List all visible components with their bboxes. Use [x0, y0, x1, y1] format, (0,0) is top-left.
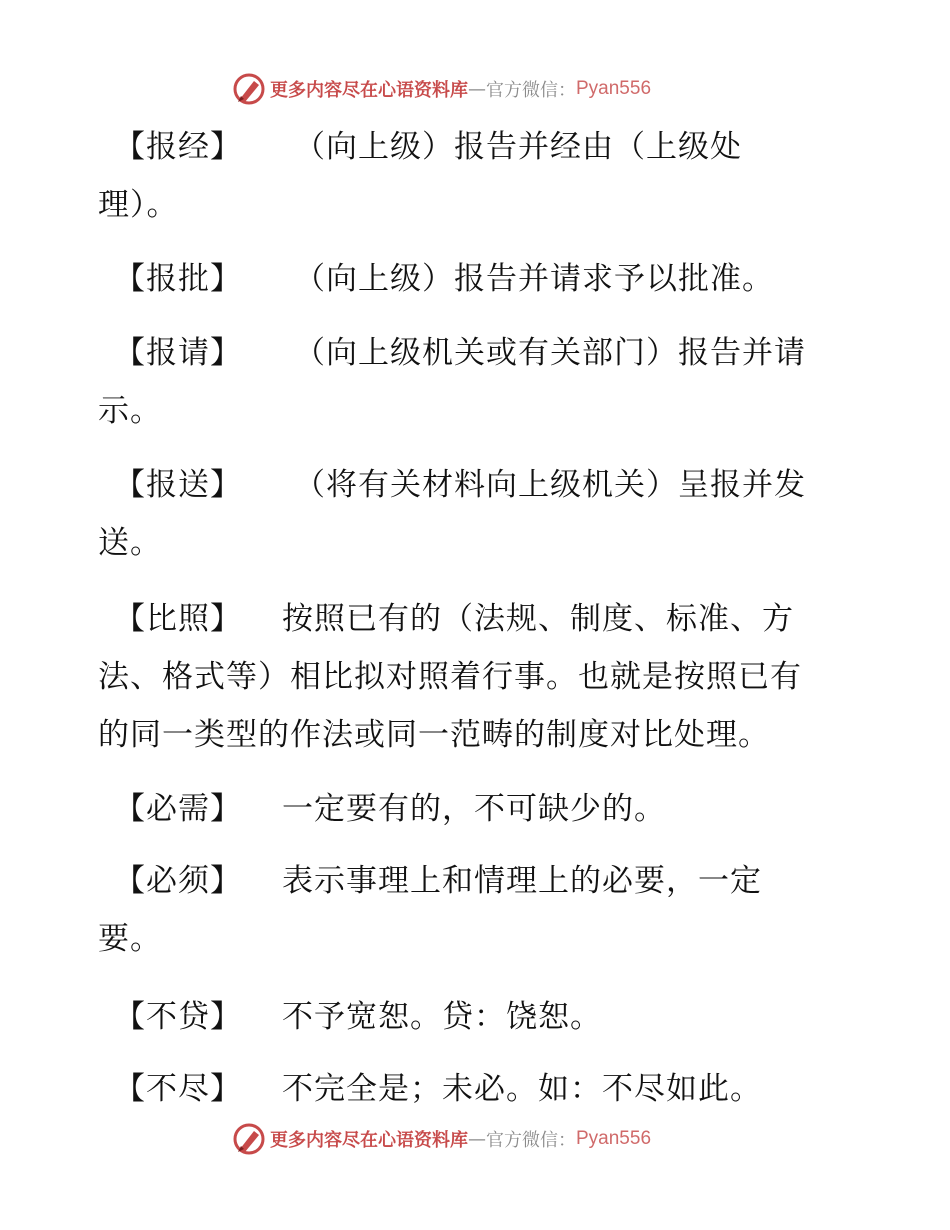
- entry-term: 【报送】: [114, 467, 242, 503]
- entry-line: [98, 324, 858, 382]
- entry-line: [98, 456, 858, 514]
- entry-definition: 表示事理上和情理上的必要，一定: [282, 863, 762, 899]
- entry-line: [98, 382, 858, 440]
- entry-term: 【报经】: [114, 129, 242, 165]
- entry-definition: （向上级）报告并请求予以批准。: [294, 261, 774, 297]
- entry-line: [98, 648, 858, 706]
- entry-baoqing: [98, 324, 858, 440]
- banner-wechat-id: Pyan556: [576, 1128, 652, 1149]
- banner-wechat-label: 官方微信：: [486, 1130, 576, 1151]
- entry-baosong: [98, 456, 858, 572]
- header-banner: [232, 72, 752, 106]
- entry-definition: 法、格式等）相比拟对照着行事。也就是按照已有: [98, 659, 802, 695]
- banner-wechat-label: 官方微信：: [486, 80, 576, 101]
- entry-term: 【必需】: [114, 791, 242, 827]
- entry-definition: 的同一类型的作法或同一范畴的制度对比处理。: [98, 717, 770, 753]
- entry-term: 【必须】: [114, 863, 242, 899]
- pen-logo-icon: [232, 72, 266, 106]
- entry-definition: 不完全是；未必。如：不尽如此。: [282, 1071, 762, 1107]
- entry-budai: [98, 988, 858, 1046]
- entry-line: [98, 118, 858, 176]
- entry-definition: 不予宽恕。贷：饶恕。: [282, 999, 602, 1035]
- entry-term: 【报请】: [114, 335, 242, 371]
- entry-term: 【不贷】: [114, 999, 242, 1035]
- entry-definition: （将有关材料向上级机关）呈报并发: [294, 467, 806, 503]
- footer-banner: [232, 1122, 752, 1156]
- entry-line: [98, 706, 858, 764]
- banner-dash: —: [468, 78, 486, 100]
- entry-definition: 一定要有的，不可缺少的。: [282, 791, 666, 827]
- entry-baojing: [98, 118, 858, 234]
- entry-bizhao: [98, 590, 858, 764]
- entry-definition: 要。: [98, 921, 162, 957]
- entry-line: [98, 780, 858, 838]
- entry-definition: 理）。: [98, 187, 179, 223]
- banner-brand-text: 更多内容尽在心语资料库: [270, 80, 468, 101]
- entry-line: [98, 250, 858, 308]
- entry-term: 【不尽】: [114, 1071, 242, 1107]
- pen-logo-icon: [232, 1122, 266, 1156]
- entry-definition: （向上级）报告并经由（上级处: [294, 129, 742, 165]
- entry-line: [98, 1060, 858, 1118]
- entry-line: [98, 988, 858, 1046]
- entry-bixu-need: [98, 780, 858, 838]
- entry-definition: 送。: [98, 525, 162, 561]
- entry-line: [98, 910, 858, 968]
- banner-wechat-id: Pyan556: [576, 78, 652, 99]
- entry-term: 【比照】: [114, 601, 242, 637]
- entry-line: [98, 176, 858, 234]
- entry-line: [98, 514, 858, 572]
- banner-brand-text: 更多内容尽在心语资料库: [270, 1130, 468, 1151]
- entry-definition: 示。: [98, 393, 162, 429]
- entry-line: [98, 852, 858, 910]
- entry-definition: 按照已有的（法规、制度、标准、方: [282, 601, 794, 637]
- entry-line: [98, 590, 858, 648]
- entry-bujin: [98, 1060, 858, 1118]
- entry-baopi: [98, 250, 858, 308]
- entry-bixu-must: [98, 852, 858, 968]
- entry-definition: （向上级机关或有关部门）报告并请: [294, 335, 806, 371]
- entry-term: 【报批】: [114, 261, 242, 297]
- banner-dash: —: [468, 1128, 486, 1150]
